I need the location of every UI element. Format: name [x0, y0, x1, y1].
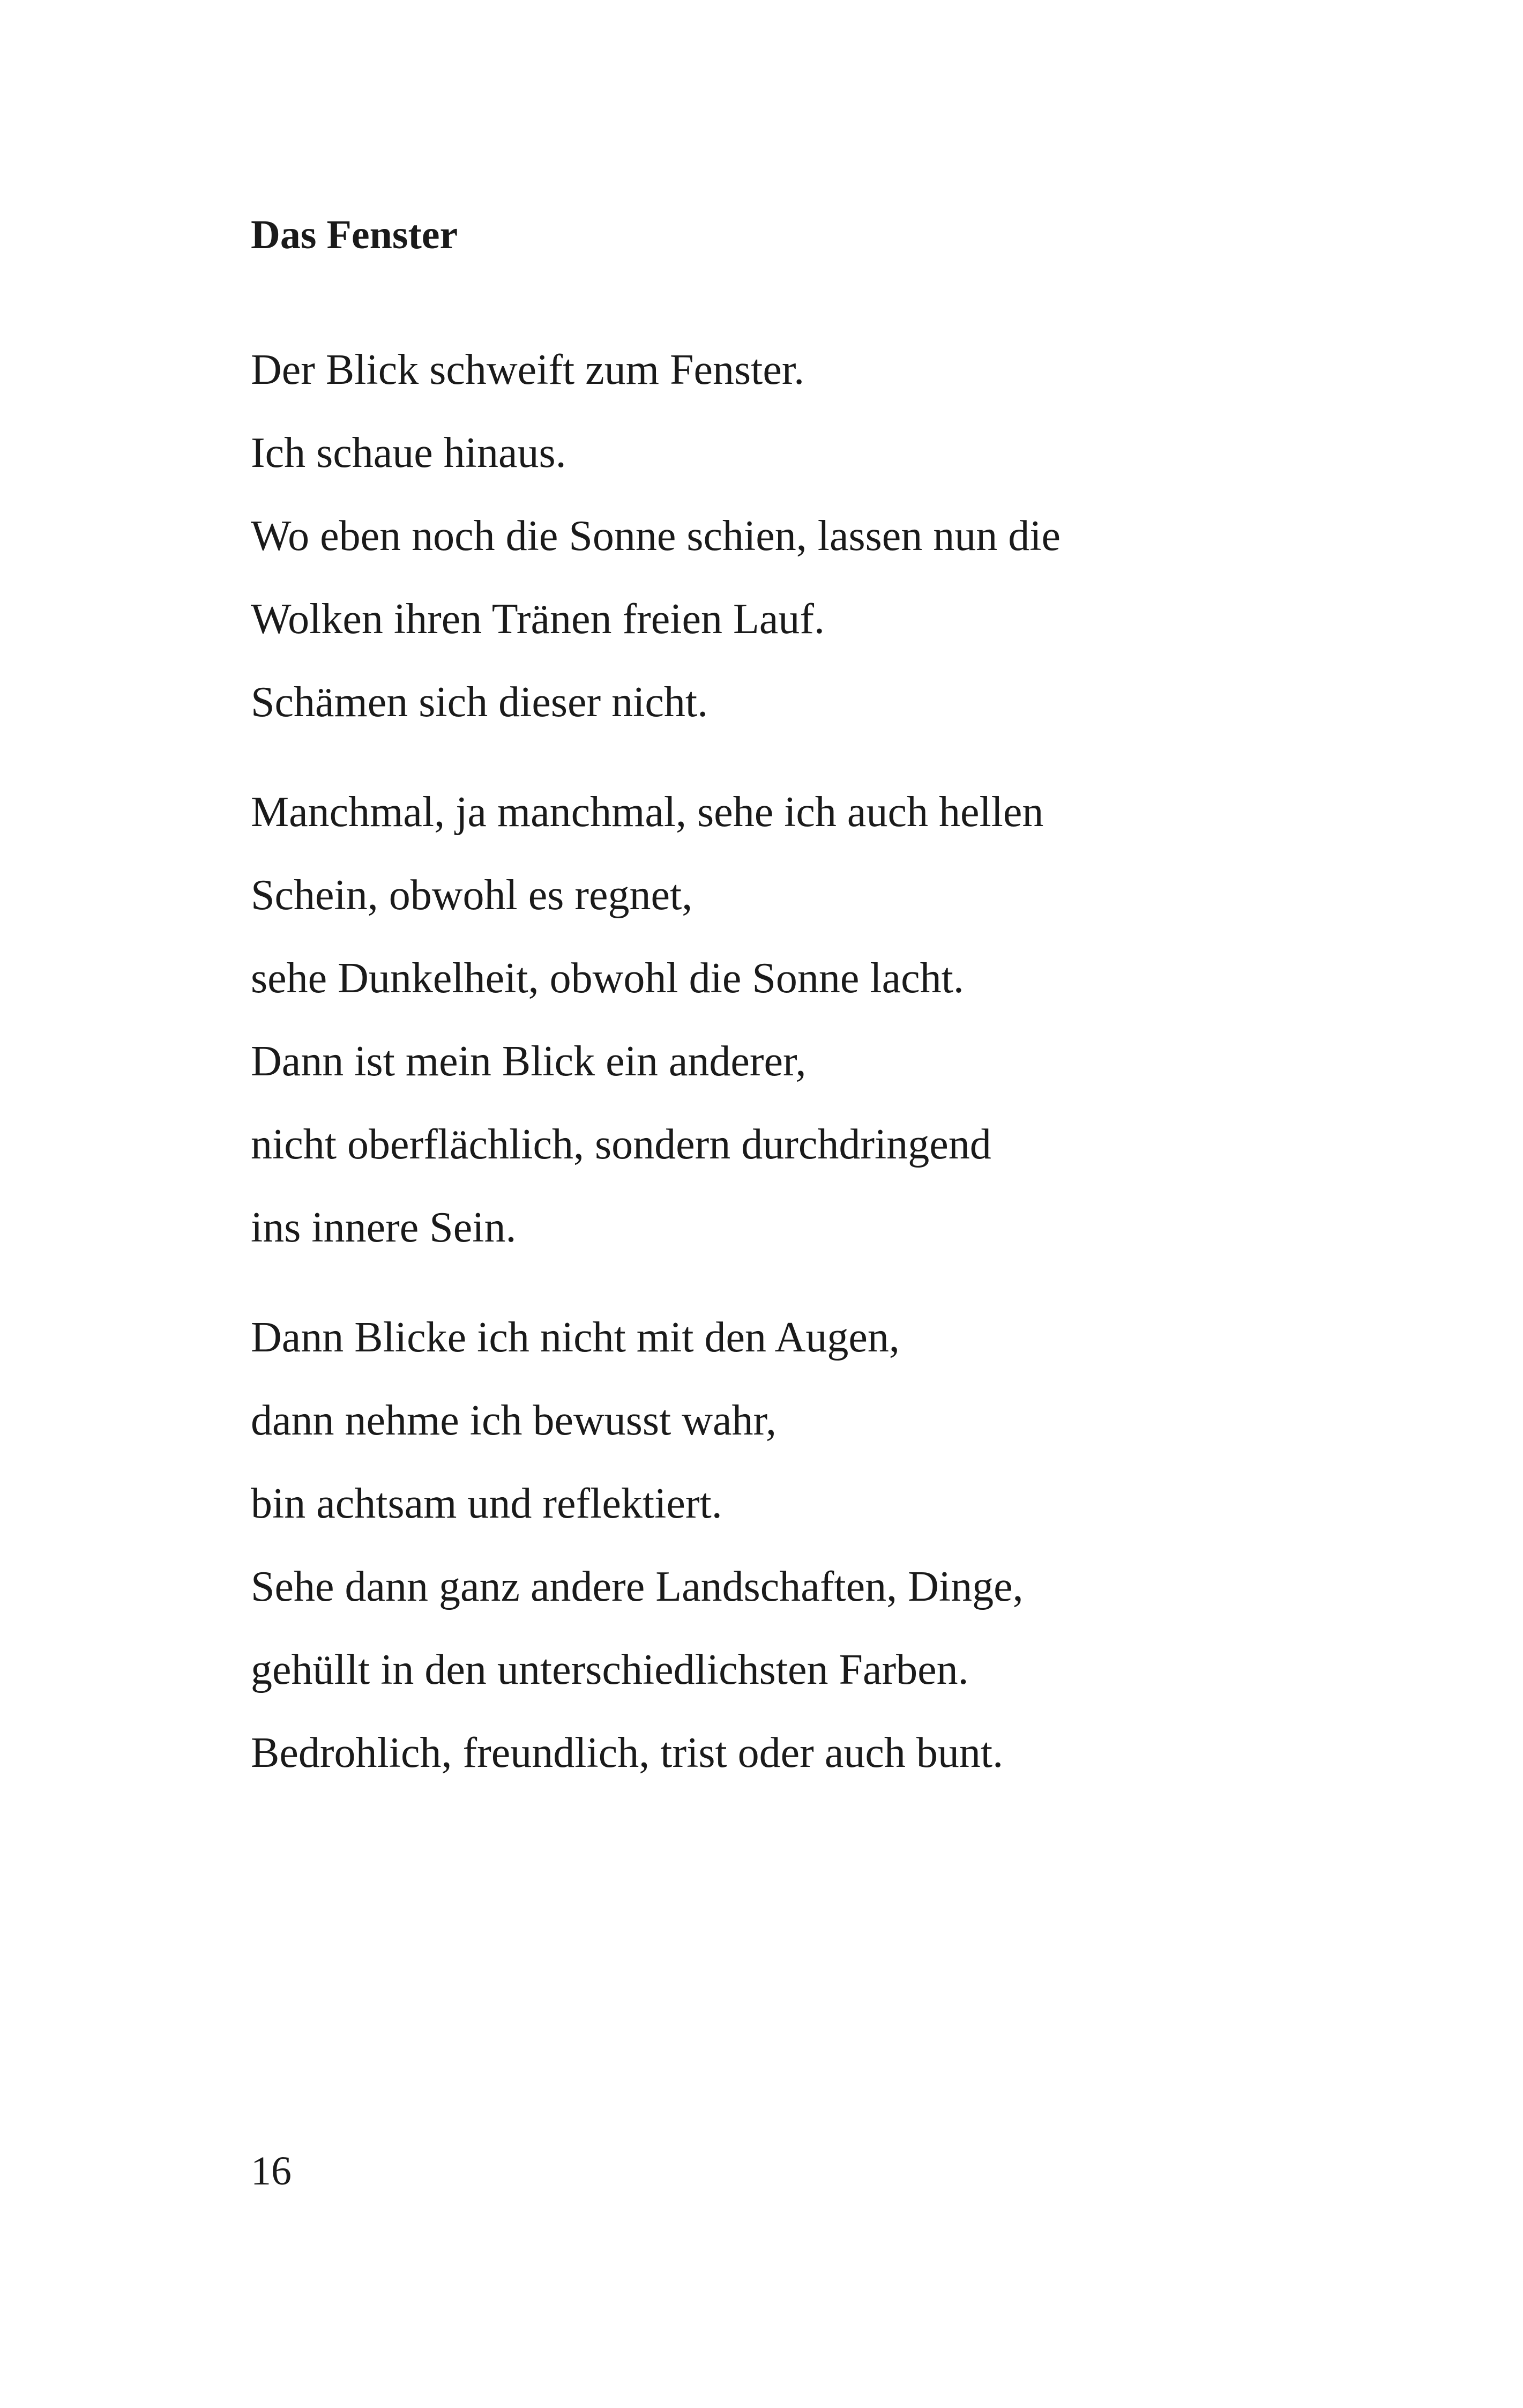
poem-line: Wolken ihren Tränen freien Lauf.	[251, 596, 825, 643]
poem-line: sehe Dunkelheit, obwohl die Sonne lacht.	[251, 955, 964, 1002]
poem-line: Schämen sich dieser nicht.	[251, 679, 708, 726]
poem-line: Bedrohlich, freundlich, trist oder auch bunt.	[251, 1729, 1004, 1777]
poem-line: gehüllt in den unterschiedlichsten Farben.	[251, 1646, 969, 1693]
poem-line: Ich schaue hinaus.	[251, 429, 566, 477]
poem-line: Dann ist mein Blick ein anderer,	[251, 1038, 807, 1085]
poem-line: Schein, obwohl es regnet,	[251, 872, 693, 919]
poem-line: Dann Blicke ich nicht mit den Augen,	[251, 1314, 900, 1361]
poem-line: Der Blick schweift zum Fenster.	[251, 346, 805, 393]
poem-title: Das Fenster	[251, 212, 458, 257]
poem-line: bin achtsam und reflektiert.	[251, 1480, 722, 1527]
page-number: 16	[251, 2149, 292, 2194]
poem-line: Manchmal, ja manchmal, sehe ich auch hellen	[251, 789, 1044, 836]
poem-line: Sehe dann ganz andere Landschaften, Dinge,	[251, 1563, 1024, 1610]
poem-line: Wo eben noch die Sonne schien, lassen nun die	[251, 512, 1061, 560]
poem-line: nicht oberflächlich, sondern durchdringend	[251, 1121, 991, 1168]
poem-line: ins innere Sein.	[251, 1204, 517, 1251]
poem-line: dann nehme ich bewusst wahr,	[251, 1397, 777, 1444]
